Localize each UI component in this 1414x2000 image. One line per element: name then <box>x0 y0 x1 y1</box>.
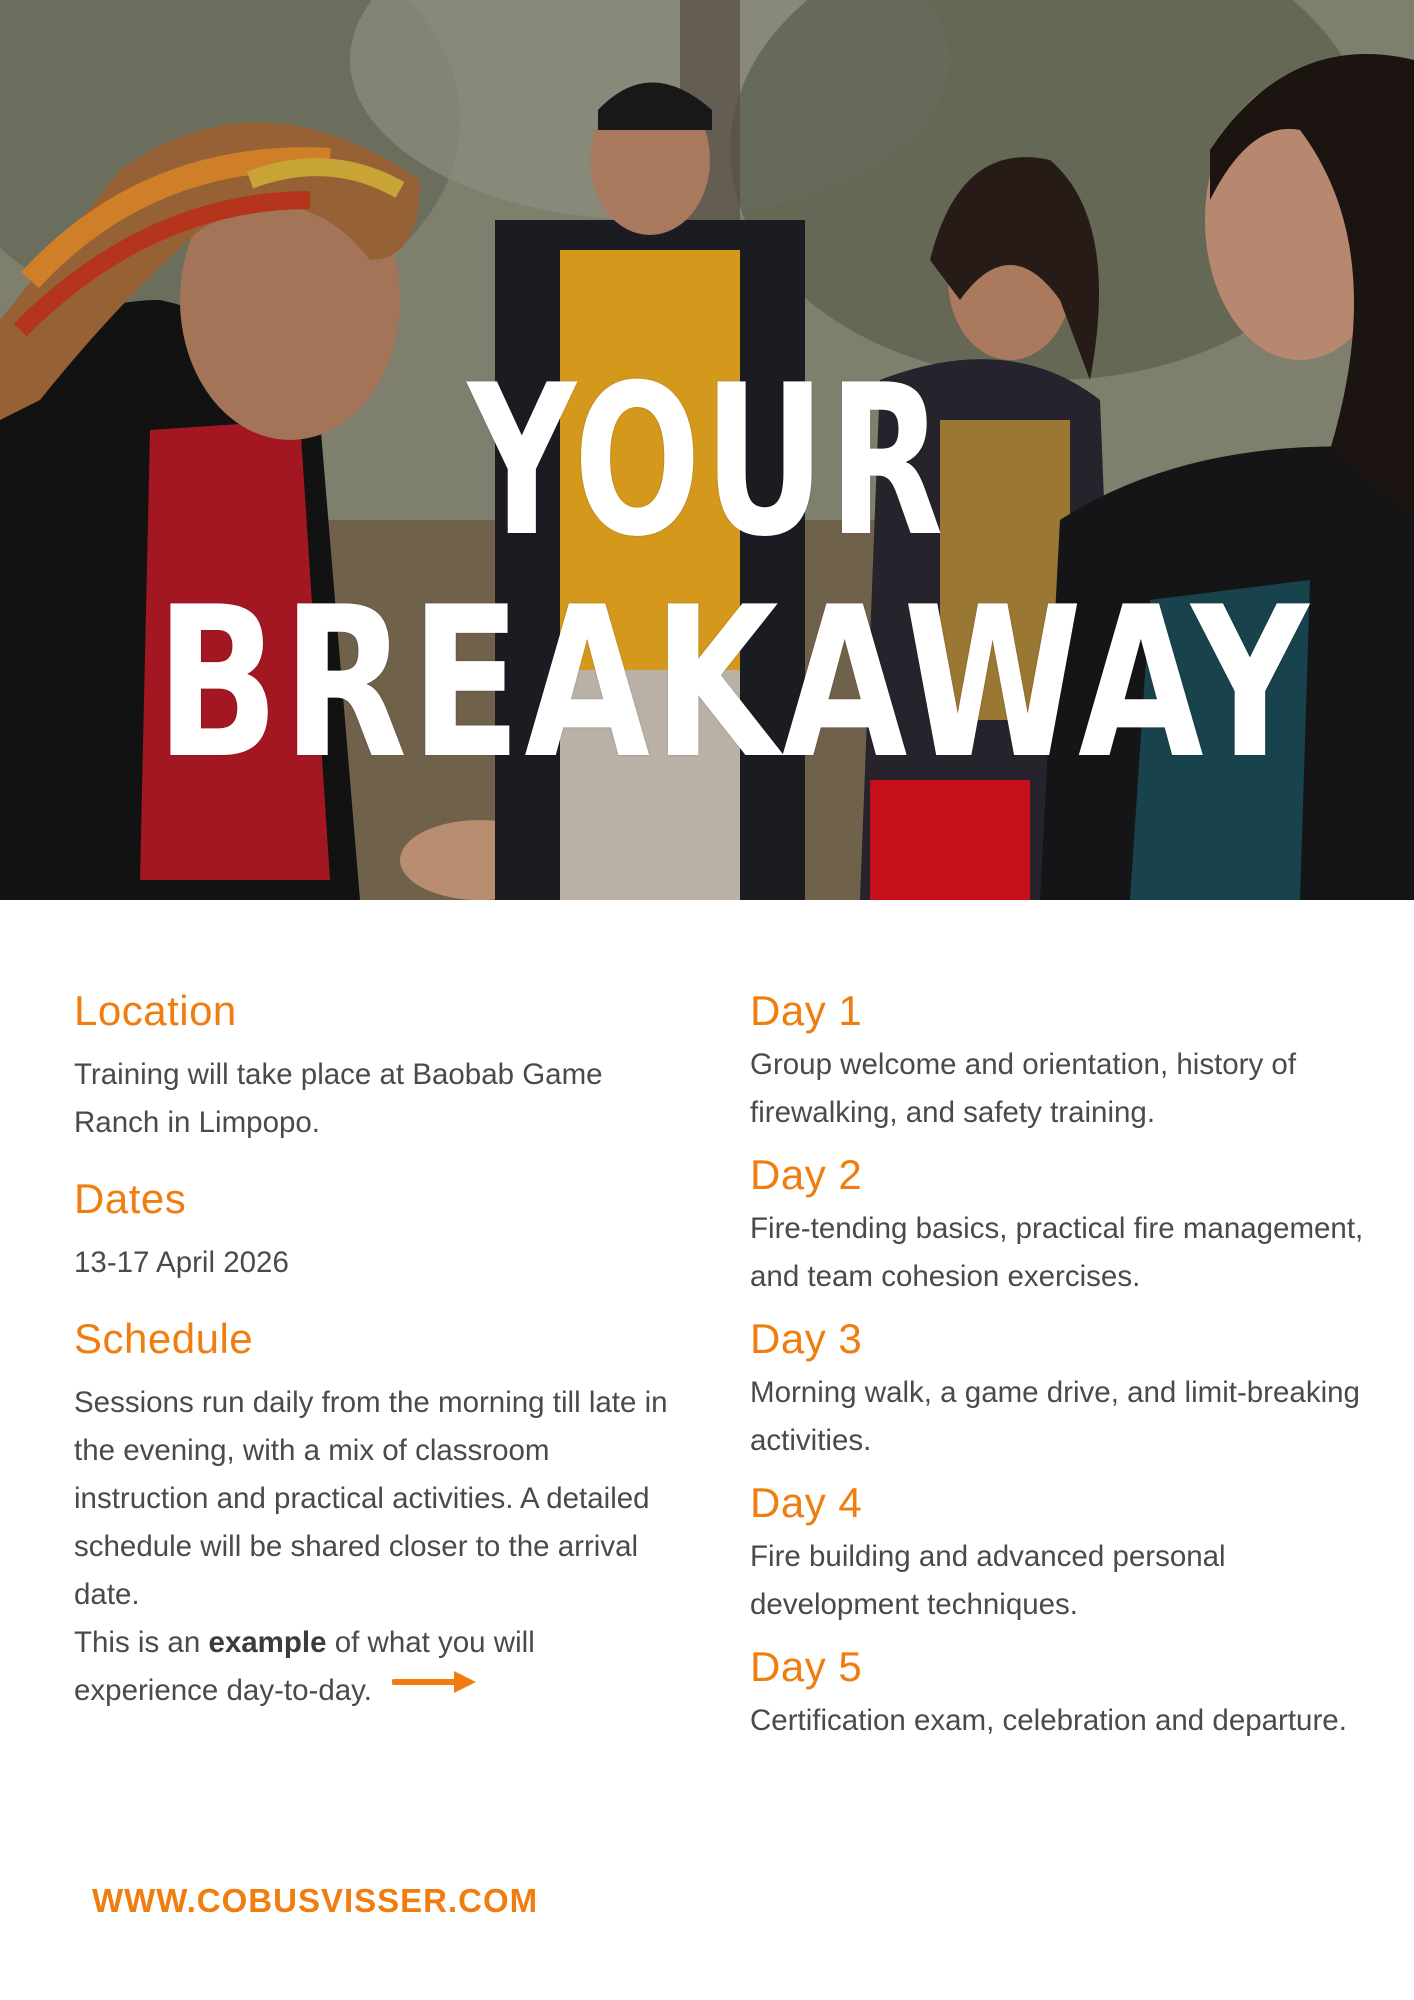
day-item <box>750 1641 1370 1745</box>
schedule-text: Sessions run daily from the morning till late in the evening, with a mix of classroom instruction and practical activities. A detailed schedule will be shared closer to the arrival date. <box>74 1386 668 1611</box>
hero-photo <box>0 0 1414 900</box>
arrow-right-icon <box>392 1664 482 1712</box>
example-bold: example <box>208 1626 327 1659</box>
dates-text: 13-17 April 2026 <box>74 1246 289 1279</box>
example-prefix: This is an <box>74 1626 209 1659</box>
day-text: Fire building and advanced personal development techniques. <box>750 1540 1226 1621</box>
day-heading: Day 5 <box>750 1643 863 1690</box>
day-heading: Day 2 <box>750 1151 863 1198</box>
day-heading: Day 3 <box>750 1315 863 1362</box>
day-heading: Day 1 <box>750 987 863 1034</box>
location-text: Training will take place at Baobab Game Ranch in Limpopo. <box>74 1058 603 1139</box>
day-item <box>750 985 1370 1137</box>
itinerary-column <box>750 985 1370 1757</box>
hero-title-line2: BREAKAWAY <box>155 563 1312 805</box>
day-item <box>750 1313 1370 1465</box>
website-link[interactable]: WWW.COBUSVISSER.COM <box>92 1882 539 1919</box>
day-text: Group welcome and orientation, history of firewalking, and safety training. <box>750 1048 1297 1129</box>
day-item <box>750 1149 1370 1301</box>
day-heading: Day 4 <box>750 1479 863 1526</box>
day-item <box>750 1477 1370 1629</box>
info-column <box>74 985 674 1716</box>
day-text: Certification exam, celebration and departure. <box>750 1704 1347 1737</box>
day-text: Morning walk, a game drive, and limit-breaking activities. <box>750 1376 1360 1457</box>
hero-title-line1: YOUR <box>467 341 947 583</box>
dates-heading: Dates <box>74 1175 187 1222</box>
example-suffix: of what you will experience day-to-day. <box>74 1626 535 1707</box>
location-heading: Location <box>74 987 237 1034</box>
schedule-heading: Schedule <box>74 1315 254 1362</box>
day-text: Fire-tending basics, practical fire management, and team cohesion exercises. <box>750 1212 1364 1293</box>
schedule-example-text <box>74 1619 674 1716</box>
